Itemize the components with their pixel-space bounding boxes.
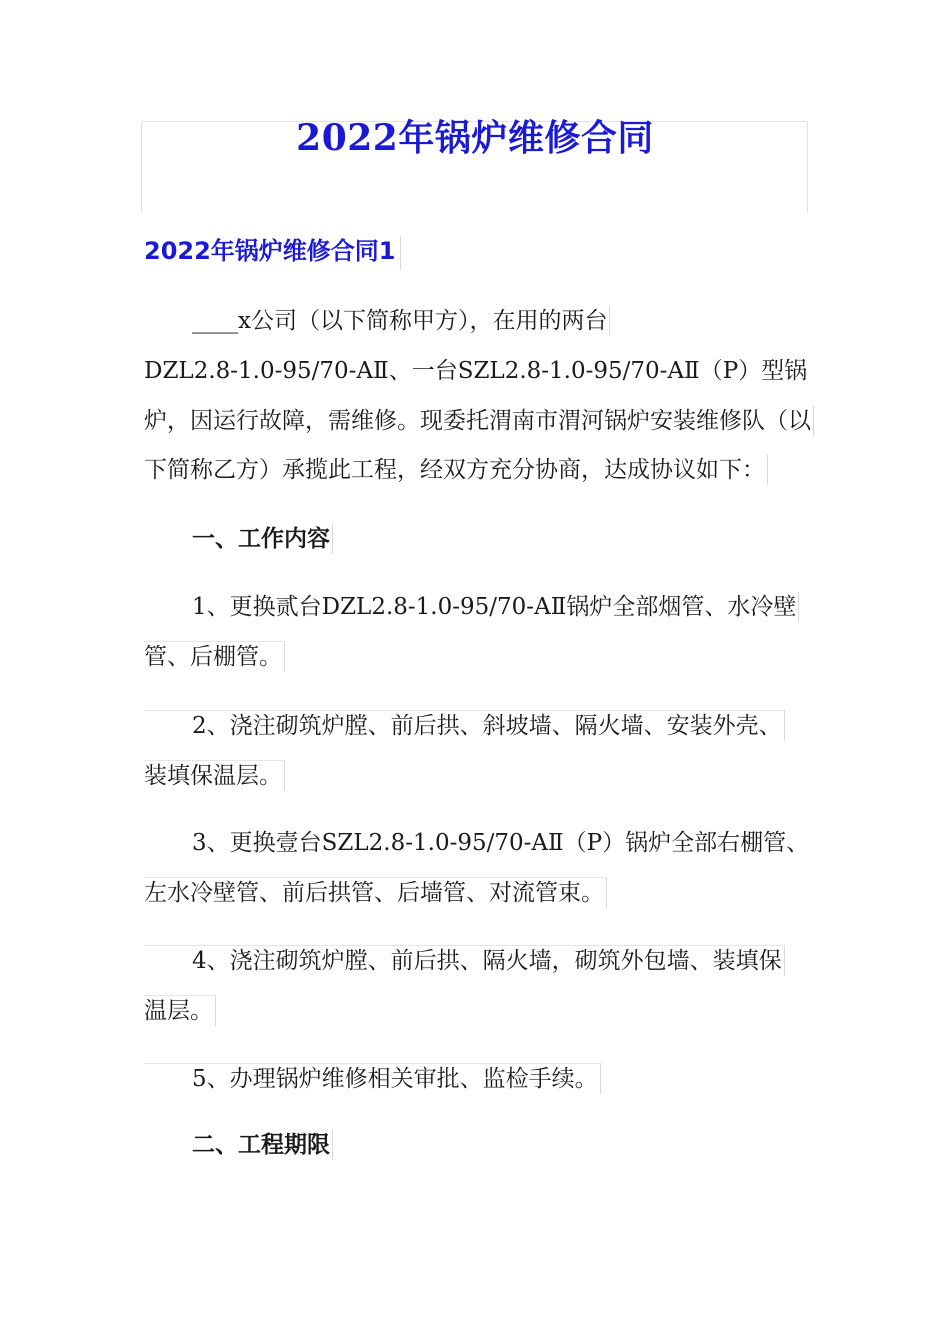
item-5: 5、办理锅炉维修相关审批、监检手续。 [144, 1063, 601, 1094]
intro-line-1: ____x公司（以下简称甲方），在用的两台 [192, 306, 610, 336]
intro-line-2: DZL2.8-1.0-95/70-AⅡ、一台SZL2.8-1.0-95/70-AⅡ（P）型锅 [144, 358, 808, 384]
intro-line-3: 炉，因运行故障，需维修。现委托渭南市渭河锅炉安装维修队（以 [144, 406, 814, 436]
item-1-line-2: 管、后棚管。 [144, 641, 285, 672]
section-heading-1: 一、工作内容 [192, 524, 333, 554]
item-2-line-1: 2、浇注砌筑炉膛、前后拱、斜坡墙、隔火墙、安装外壳、 [144, 710, 785, 741]
item-3-line-2: 左水冷壁管、前后拱管、后墙管、对流管束。 [144, 877, 607, 908]
document-title: 2022年锅炉维修合同 [296, 117, 654, 159]
contract-subtitle: 2022年锅炉维修合同1 [144, 236, 401, 270]
section-heading-2: 二、工程期限 [192, 1130, 333, 1160]
intro-line-4: 下简称乙方）承揽此工程，经双方充分协商，达成协议如下： [144, 455, 768, 485]
item-4-line-2: 温层。 [144, 995, 216, 1026]
item-4-line-1: 4、浇注砌筑炉膛、前后拱、隔火墙，砌筑外包墙、装填保 [144, 945, 785, 976]
item-3-line-1: 3、更换壹台SZL2.8-1.0-95/70-AⅡ（P）锅炉全部右棚管、 [192, 830, 810, 856]
item-2-line-2: 装填保温层。 [144, 760, 285, 791]
item-1-line-1: 1、更换贰台DZL2.8-1.0-95/70-AⅡ锅炉全部烟管、水冷壁 [192, 592, 799, 622]
